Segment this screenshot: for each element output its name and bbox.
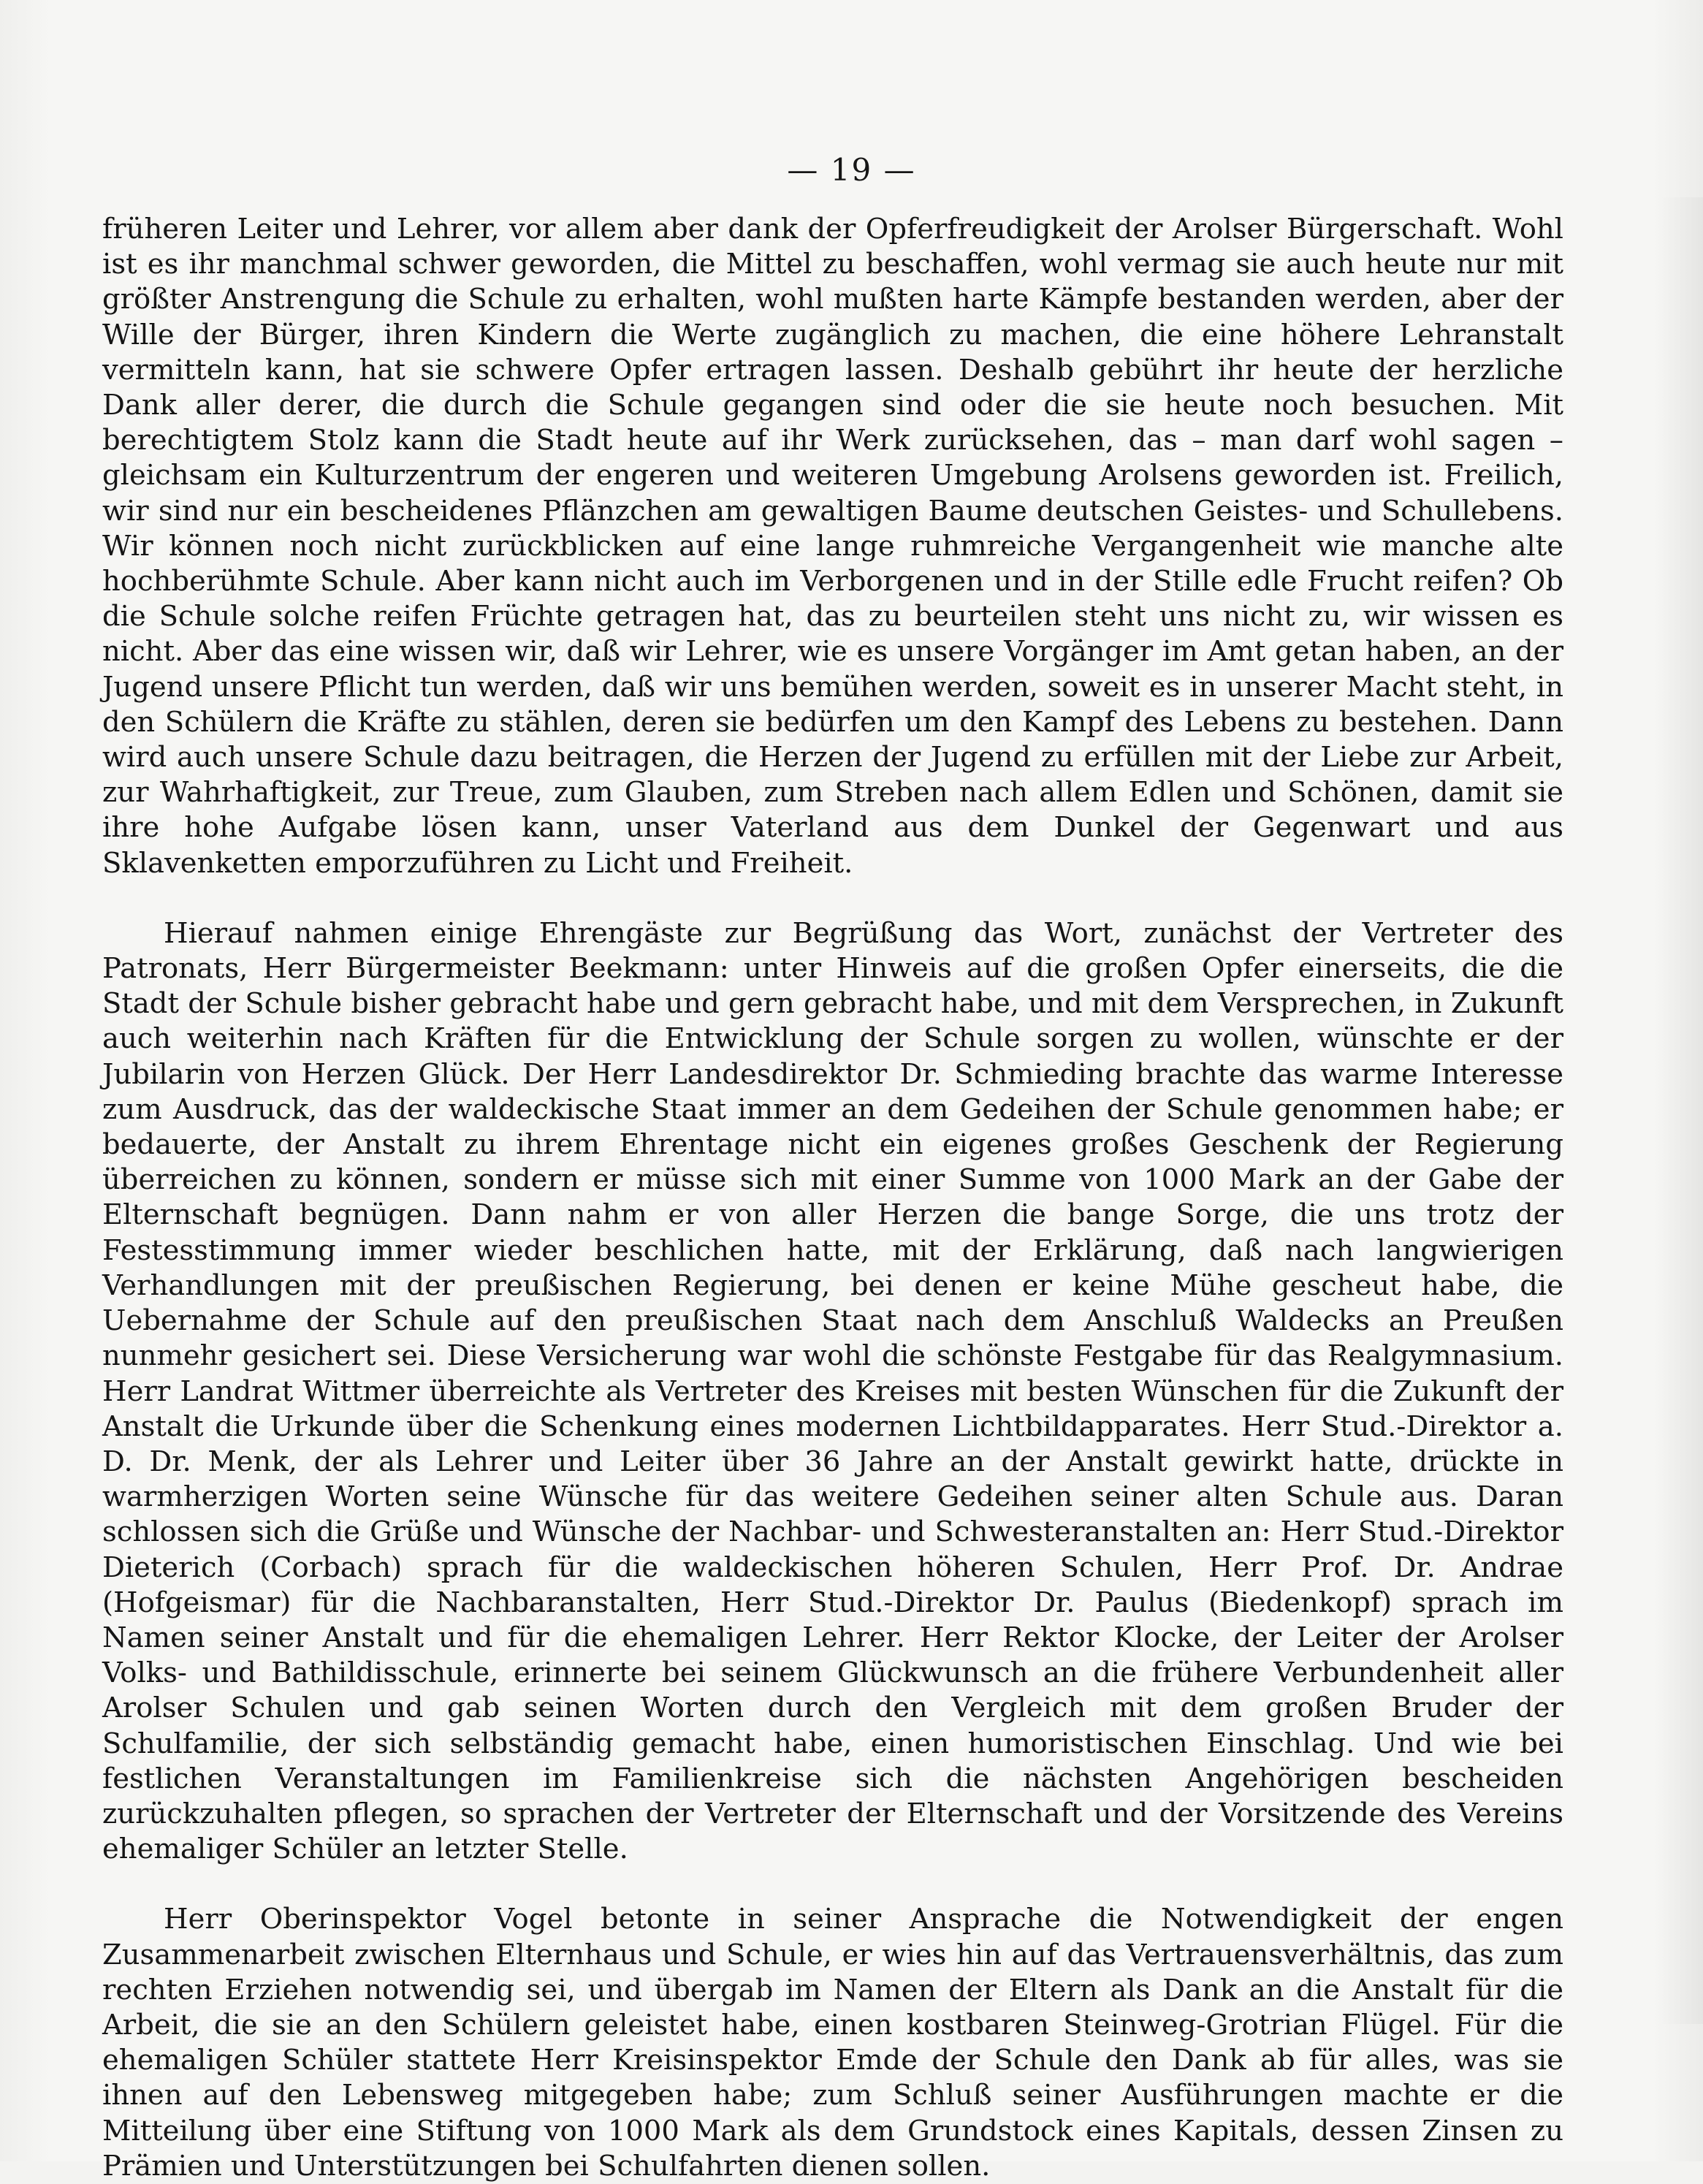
show-through-shadow (1659, 197, 1703, 2024)
body-text (102, 212, 1563, 2184)
paragraph-greetings: Hierauf nahmen einige Ehrengäste zur Begrüßung das Wort, zunächst der Vertreter des Patronats, Herr Bürgermeister Beekmann: unter Hinweis auf die großen Opfer einerseits, die die Stadt der Schule bisher gebracht habe und gern gebracht habe, und mit dem Versprechen, in Zukunft auch weiterhin nach Kräften für die Entwicklung der Schule sorgen zu wollen, wünschte er der Jubilarin von Herzen Glück. Der Herr Landesdirektor Dr. Schmieding brachte das warme Interesse zum Ausdruck, das der waldeckische Staat immer an dem Gedeihen der Schule genommen habe; er bedauerte, der Anstalt zu ihrem Ehrentage nicht ein eigenes großes Geschenk der Regierung überreichen zu können, sondern er müsse sich mit einer Summe von 1000 Mark an der Gabe der Elternschaft begnügen. Dann nahm er von aller Herzen die bange Sorge, die uns trotz der Festesstimmung immer wieder beschlichen hatte, mit der Erklärung, daß nach langwierigen Verhandlungen mit der preußischen Regierung, bei denen er keine Mühe gescheut habe, die Uebernahme der Schule auf den preußischen Staat nach dem Anschluß Waldecks an Preußen nunmehr gesichert sei. Diese Versicherung war wohl die schönste Festgabe für das Realgymnasium. Herr Landrat Wittmer überreichte als Vertreter des Kreises mit besten Wünschen für die Zukunft der Anstalt die Urkunde über die Schenkung eines modernen Lichtbildapparates. Herr Stud.-Direktor a. D. Dr. Menk, der als Lehrer und Leiter über 36 Jahre an der Anstalt gewirkt hatte, drückte in warmherzigen Worten seine Wünsche für das weitere Gedeihen seiner alten Schule aus. Daran schlossen sich die Grüße und Wünsche der Nachbar- und Schwesteranstalten an: Herr Stud.-Direktor Dieterich (Corbach) sprach für die waldeckischen höheren Schulen, Herr Prof. Dr. Andrae (Hofgeismar) für die Nachbaranstalten, Herr Stud.-Direktor Dr. Paulus (Biedenkopf) sprach im Namen seiner Anstalt und für die ehemaligen Lehrer. Herr Rektor Klocke, der Leiter der Arolser Volks- und Bathildisschule, erinnerte bei seinem Glückwunsch an die frühere Verbundenheit aller Arolser Schulen und gab seinen Worten durch den Vergleich mit dem großen Bruder der Schulfamilie, der sich selbständig gemacht habe, einen humoristischen Einschlag. Und wie bei festlichen Veranstaltungen im Familienkreise sich die nächsten Angehörigen bescheiden zurückzuhalten pflegen, so sprachen der Vertreter der Elternschaft und der Vorsitzende des Vereins ehemaliger Schüler an letzter Stelle. (102, 916, 1563, 1866)
paragraph-continuation: früheren Leiter und Lehrer, vor allem aber dank der Opferfreudigkeit der Arolser Bürgerschaft. Wohl ist es ihr manchmal schwer geworden, die Mittel zu beschaffen, wohl vermag sie auch heute nur mit größter Anstrengung die Schule zu erhalten, wohl mußten harte Kämpfe bestanden werden, aber der Wille der Bürger, ihren Kindern die Werte zugänglich zu machen, die eine höhere Lehranstalt vermitteln kann, hat sie schwere Opfer ertragen lassen. Deshalb gebührt ihr heute der herzliche Dank aller derer, die durch die Schule gegangen sind oder die sie heute noch besuchen. Mit berechtigtem Stolz kann die Stadt heute auf ihr Werk zurücksehen, das – man darf wohl sagen – gleichsam ein Kulturzentrum der engeren und weiteren Umgebung Arolsens geworden ist. Freilich, wir sind nur ein bescheidenes Pflänzchen am gewaltigen Baume deutschen Geistes- und Schullebens. Wir können noch nicht zurückblicken auf eine lange ruhmreiche Vergangenheit wie manche alte hochberühmte Schule. Aber kann nicht auch im Verborgenen und in der Stille edle Frucht reifen? Ob die Schule solche reifen Früchte getragen hat, das zu beurteilen steht uns nicht zu, wir wissen es nicht. Aber das eine wissen wir, daß wir Lehrer, wie es unsere Vorgänger im Amt getan haben, an der Jugend unsere Pflicht tun werden, daß wir uns bemühen werden, soweit es in unserer Macht steht, in den Schülern die Kräfte zu stählen, deren sie bedürfen um den Kampf des Lebens zu bestehen. Dann wird auch unsere Schule dazu beitragen, die Herzen der Jugend zu erfüllen mit der Liebe zur Arbeit, zur Wahrhaftigkeit, zur Treue, zum Glauben, zum Streben nach allem Edlen und Schönen, damit sie ihre hohe Aufgabe lösen kann, unser Vaterland aus dem Dunkel der Gegenwart und aus Sklavenketten emporzuführen zu Licht und Freiheit. (102, 213, 1563, 880)
paragraph-oberinspektor: Herr Oberinspektor Vogel betonte in seiner Ansprache die Notwendigkeit der engen Zusammenarbeit zwischen Elternhaus und Schule, er wies hin auf das Vertrauensverhältnis, das zum rechten Erziehen notwendig sei, und übergab im Namen der Eltern als Dank an die Anstalt für die Arbeit, die sie an den Schülern geleistet habe, einen kostbaren Steinweg-Grotrian Flügel. Für die ehemaligen Schüler stattete Herr Kreisinspektor Emde der Schule den Dank ab für alles, was sie ihnen auf den Lebensweg mitgegeben habe; zum Schluß seiner Ausführungen machte er die Mitteilung über eine Stiftung von 1000 Mark als dem Grundstock eines Kapitals, dessen Zinsen zu Prämien und Unterstützungen bei Schulfahrten dienen sollen. (102, 1903, 1563, 2183)
page-number: — 19 — (787, 152, 916, 188)
